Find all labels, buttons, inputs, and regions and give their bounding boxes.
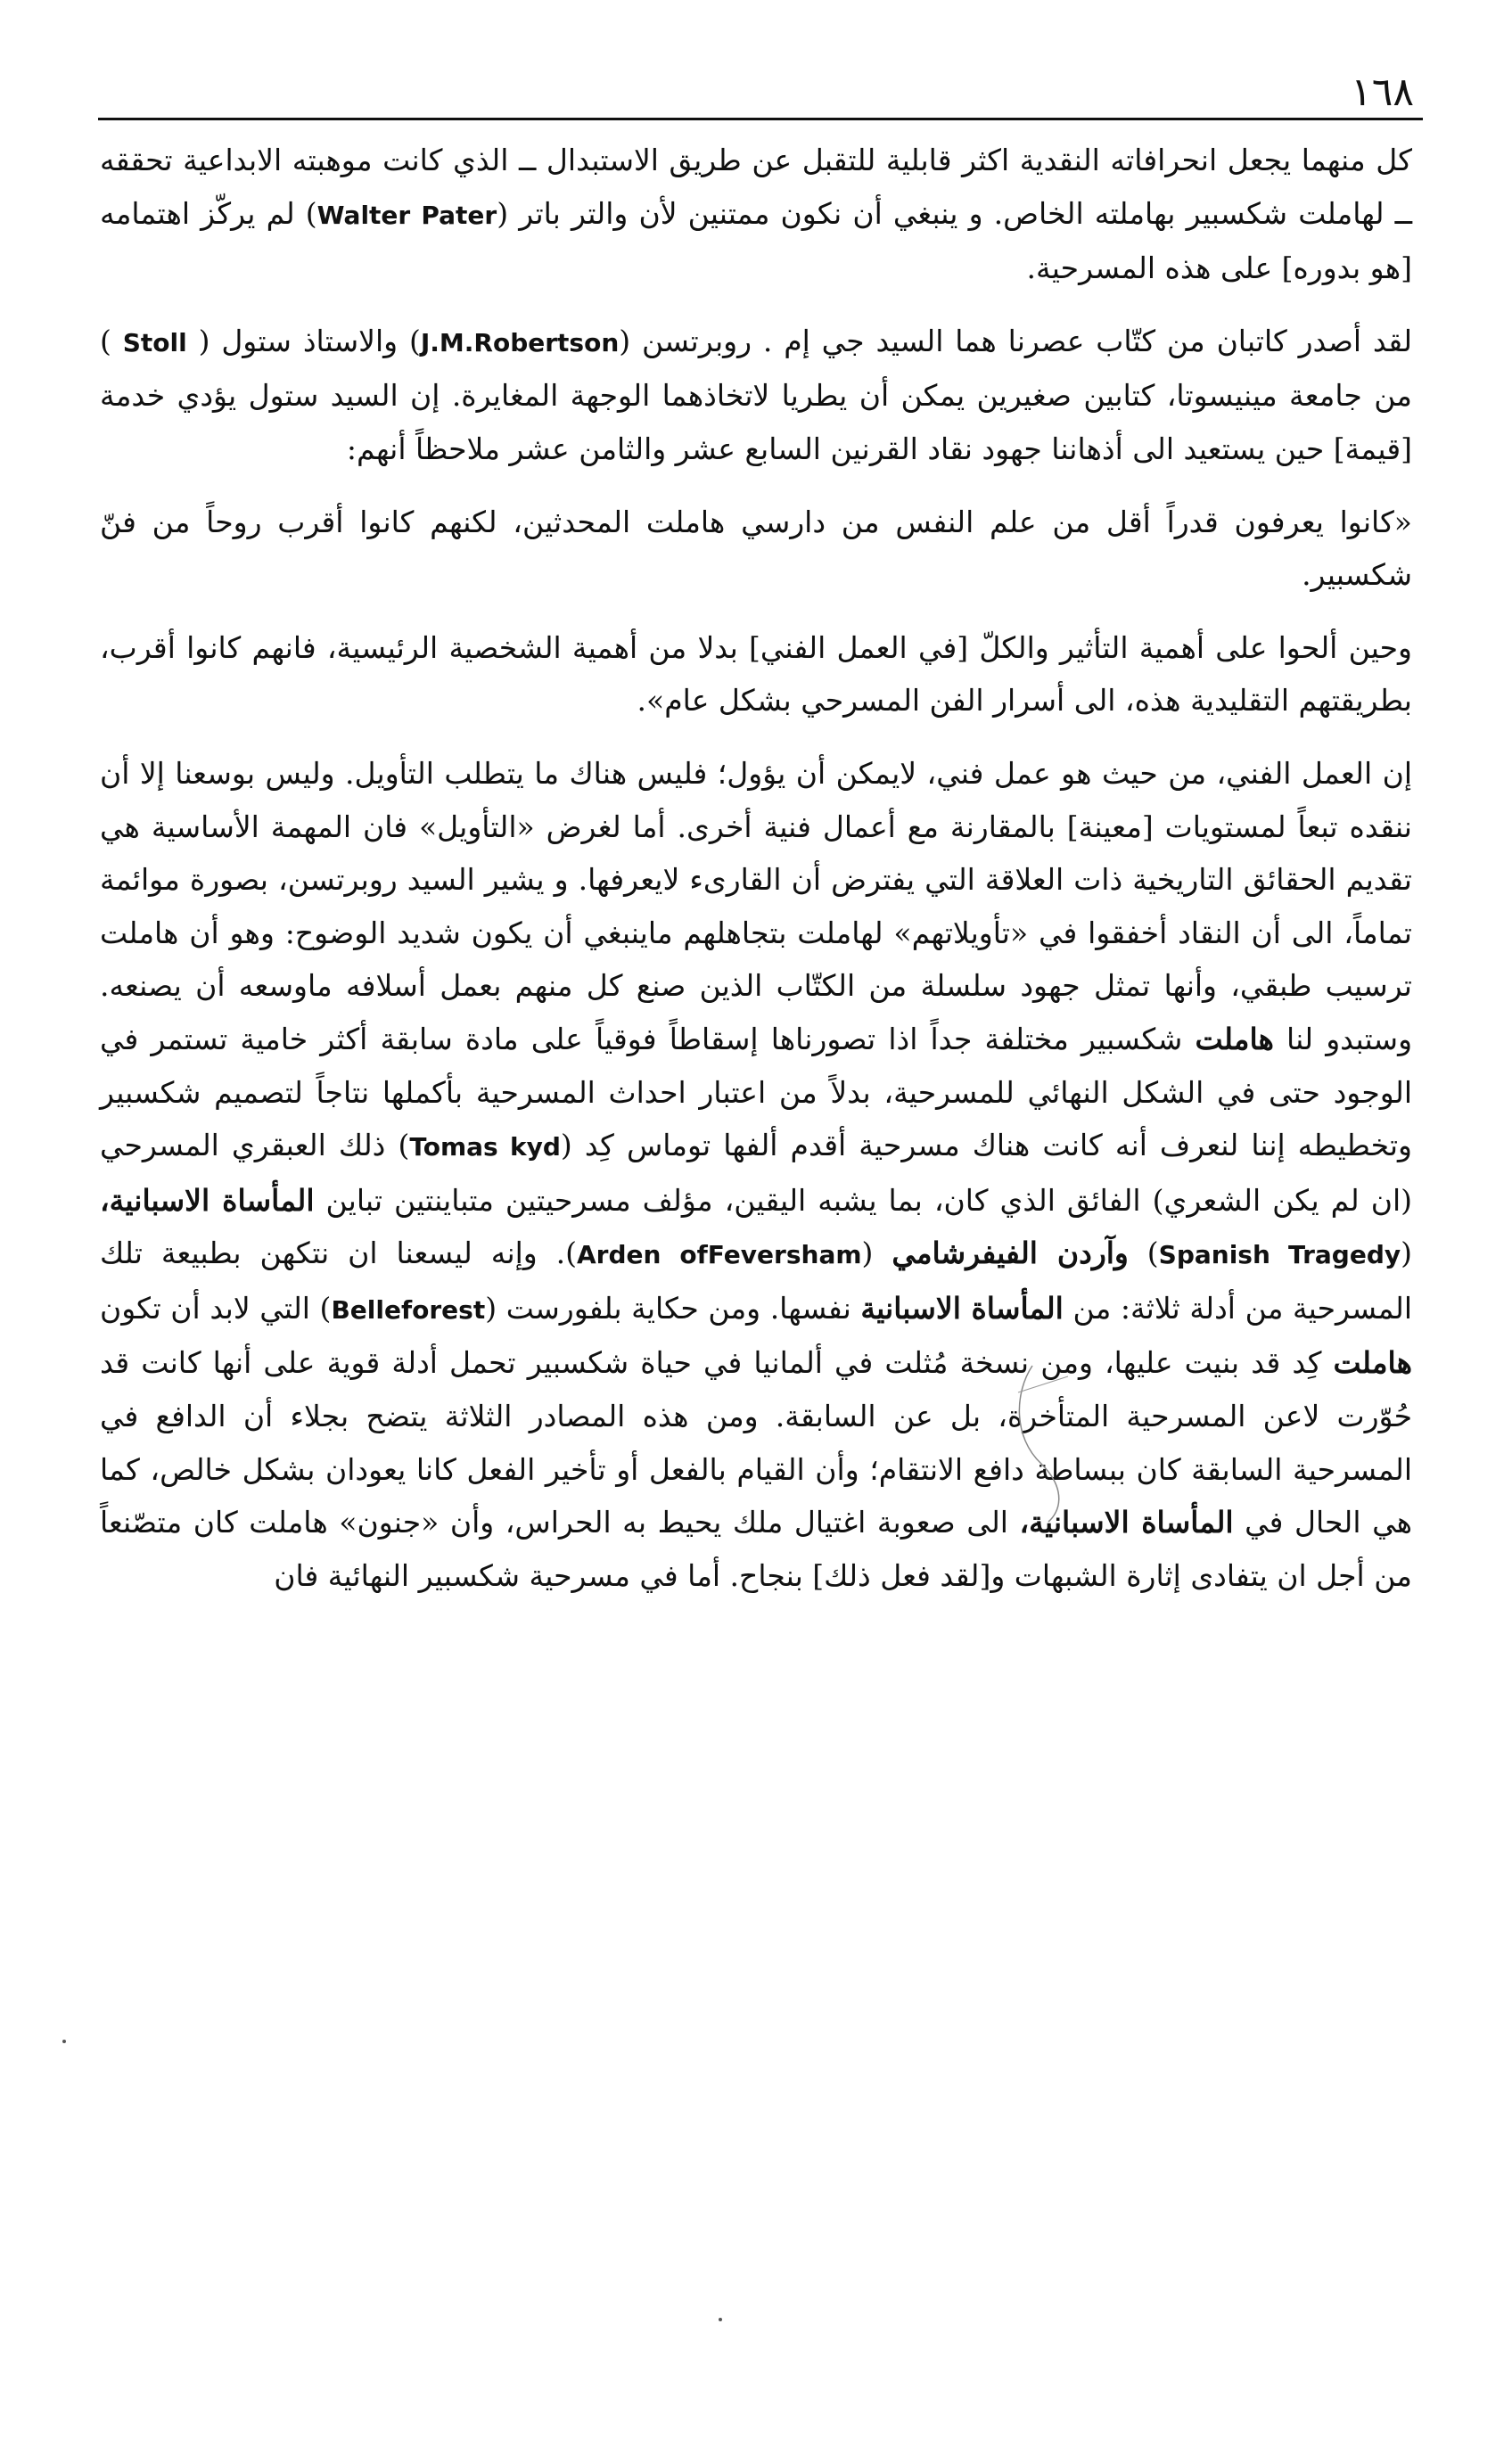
latin-term: J.M.Robertson [420,327,620,357]
text-run: ( [861,1236,892,1271]
latin-term: Stoll [122,327,187,357]
latin-term: Walter [316,200,411,230]
latin-term: ofFeversham [679,1240,862,1270]
bold-title: المأساة الاسبانية، [1019,1505,1234,1540]
text-run: إن العمل الفني، من حيث هو عمل فني، لايمكن أن يؤول؛ فليس هناك ما يتطلب التأويل. وليس بوسعنا إلا أن ننقده تبعاً لمستويات [معينة] بالمقارنة مع أعمال فنية أخرى. أما لغرض «التأويل» فان المهمة الأساسية هي تقديم الحقائق التاريخية ذات العلاقة التي يفترض أن القارىء لايعرفها. و يشير السيد روبرتسن، بصورة موائمة تماماً، الى أن النقاد أخفقوا في «تأويلاتهم» لهاملت بتجاهلهم ماينبغي أن يكون شديد الوضوح: وهو أن هاملت ترسيب طبقي، وأنها تمثل جهود سلسلة من الكتّاب الذين صنع كل منهم بعمل أسلافه ماوسعه أن يصنعه. وستبدو لنا [100,755,1413,1056]
text-run: الى صعوبة اغتيال ملك يحيط به الحراس، وأن «جنون» هاملت كان متصّنعاً من أجل ان يتفادى إثارة الشبهات و[لقد فعل ذلك] بنجاح. أما في مسرحية شكسبير النهائية فان [100,1505,1412,1593]
text-run: «كانوا يعرفون قدراً أقل من علم النفس من دارسي هاملت المحدثين، لكنهم كانوا أقرب روحاً من فنّ شكسبير. [100,504,1412,593]
paragraph [100,747,1412,1603]
bold-title: المأساة الاسبانية [860,1290,1064,1326]
paragraph [100,315,1412,476]
page-number: ١٦٨ [1351,70,1414,115]
bold-title: هاملت [1333,1345,1412,1381]
text-run: نفسها. ومن حكاية بلفورست ( [485,1290,861,1326]
latin-term: Pater [421,200,497,230]
text-run: ) والاستاذ ستول ( [186,323,421,358]
text-run: ). وإنه ليسعنا ان نتكهن بطبيعة تلك المسرحية من أدلة ثلاثة: من [100,1236,1412,1326]
text-run: ) [1128,1236,1159,1271]
text-run: كل منهما يجعل انحرافاته النقدية اكثر قابلية للتقبل عن طريق الاستبدال ــ الذي كانت موهبته الابداعية تحققه ــ لهاملت شكسبير بهاملته الخاص. و ينبغي أن نكون ممتنين لأن والتر باتر ( [100,143,1412,231]
stray-mark [62,2040,66,2043]
latin-term: Tomas kyd [409,1132,561,1162]
latin-term: Arden [577,1240,662,1270]
text-run: ) التي لابد أن تكون [100,1290,332,1326]
text-run: لقد أصدر كاتبان من كتّاب عصرنا هما السيد جي إم . روبرتسن ( [619,323,1412,358]
text-run: شكسبير مختلفة جداً اذا تصورناها إسقاطاً فوقياً على مادة سابقة أكثر خامية تستمر في الوجود حتى في الشكل النهائي للمسرحية، بدلاً من اعتبار احداث المسرحية بأكملها نتاجاً لتصميم شكسبير وتخطيطه إننا لنعرف أنه كانت هناك مسرحية أقدم ألفها توماس كِد ( [100,1021,1412,1163]
text-run [410,196,421,231]
latin-term: Belleforest [331,1294,486,1325]
text-run: كِد قد بنيت عليها، ومن نسخة مُثلت في ألمانيا في حياة شكسبير تحمل أدلة قوية على أنها كانت قد حُوّرت لاعن المسرحية المتأخرة، بل عن السابقة. ومن هذه المصادر الثلاثة يتضح بجلاء أن الدافع في المسرحية السابقة كان ببساطة دافع الانتقام؛ وأن القيام بالفعل أو تأخير الفعل كانا يعودان بشكل خالص، كما هي الحال في [100,1345,1412,1540]
header-rule [98,118,1423,120]
body-text [100,134,1412,1602]
paragraph [100,134,1412,295]
latin-term: Spanish Tragedy [1158,1240,1401,1270]
text-run [661,1236,679,1270]
text-run: ) من جامعة مينيسوتا، كتابين صغيرين يمكن أن يطريا لاتخاذهما الوجهة المغايرة. إن السيد ستول يؤدي خدمة [قيمة] حين يستعيد الى أذهاننا جهود نقاد القرنين السابع عشر والثامن عشر ملاحظاً أنهم: [100,323,1412,466]
bold-title: هاملت [1195,1021,1274,1056]
block-quote [100,496,1412,602]
text-run: ) لم يركّز اهتمامه [هو بدوره] على هذه المسرحية. [100,195,1412,286]
bold-title: المأساة الاسبانية، [100,1182,315,1218]
bold-title: وآردن الفيفرشامي [892,1236,1129,1271]
paragraph [100,621,1412,727]
text-run: ( [1401,1236,1412,1271]
text-run: ) ذلك العبقري المسرحي (ان لم يكن الشعري) الفائق الذي كان، بما يشبه اليقين، مؤلف مسرحيتين متباينتين تباين [100,1128,1412,1218]
text-run: وحين ألحوا على أهمية التأثير والكلّ [في العمل الفني] بدلا من أهمية الشخصية الرئيسية، فانهم كانوا أقرب، بطريقتهم التقليدية هذه، الى أسرار الفن المسرحي بشكل عام». [100,629,1412,719]
stray-mark [719,2318,722,2321]
